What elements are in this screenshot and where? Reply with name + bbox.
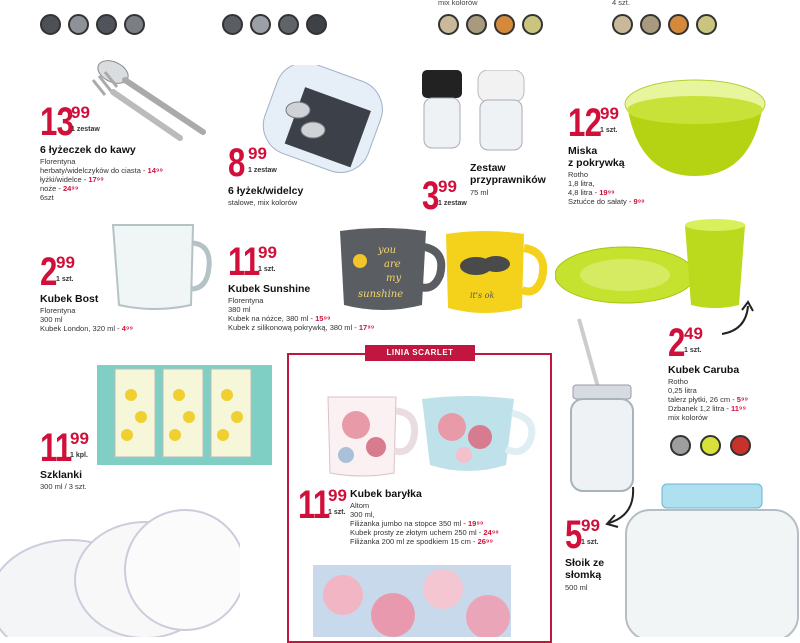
color-swatch (124, 14, 145, 35)
price-coffee-spoons: 13 99 1 zestaw (40, 100, 100, 144)
title-glasses: Szklanki (40, 469, 83, 481)
color-swatch (612, 14, 633, 35)
floral-mug-image (322, 393, 422, 478)
floral-tray-image (313, 565, 511, 637)
svg-text:are: are (384, 259, 401, 270)
price-mug-caruba: 2 49 1 szt. (668, 321, 703, 365)
details-straw-jar: 500 ml (565, 583, 588, 592)
color-swatch (668, 14, 689, 35)
svg-text:sunshine: sunshine (358, 289, 404, 300)
glass-mug-image (105, 215, 215, 315)
floral-cup-image (418, 393, 543, 478)
color-swatch (278, 14, 299, 35)
color-swatch (696, 14, 717, 35)
details-glasses: 300 ml / 3 szt. (40, 482, 87, 491)
title-spoons-forks: 6 łyżek/widelcy (228, 185, 304, 197)
plates-image (0, 490, 240, 637)
price-bowl: 12 99 1 szt. (568, 101, 619, 145)
color-swatch (96, 14, 117, 35)
details-shaker-set: 75 ml (470, 188, 489, 197)
title-bowl: Miska z pokrywką (568, 145, 625, 169)
cutlery-pack-image (258, 65, 393, 175)
title-mug-caruba: Kubek Caruba (668, 364, 740, 376)
color-swatch (306, 14, 327, 35)
mix-caption: mix kolorów (438, 0, 478, 7)
glasses-box-image (95, 355, 280, 470)
title-mug-bost: Kubek Bost (40, 293, 99, 305)
grey-mug-image (338, 225, 448, 315)
price-barrel-mug: 11 99 1 szt. (298, 483, 347, 527)
price-straw-jar: 5 99 1 szt. (565, 513, 600, 557)
color-swatch (700, 435, 721, 456)
color-swatch (438, 14, 459, 35)
title-coffee-spoons: 6 łyżeczek do kawy (40, 144, 136, 156)
title-shaker-set: Zestaw przyprawników (470, 162, 546, 186)
mug-text: you (378, 245, 397, 256)
color-swatch (494, 14, 515, 35)
price-mug-bost: 2 99 1 szt. (40, 250, 75, 294)
jar-straw-image (565, 315, 640, 495)
title-barrel-mug: Kubek baryłka (350, 488, 422, 500)
scarlet-label: LINIA SCARLET (365, 345, 475, 361)
color-swatch (250, 14, 271, 35)
yellow-mug-image (440, 228, 555, 318)
svg-text:my: my (386, 273, 402, 284)
price-mug-sunshine: 11 99 1 szt. (228, 240, 277, 284)
color-swatch (222, 14, 243, 35)
color-swatch (466, 14, 487, 35)
price-spoons-forks: 8 99 1 zestaw (228, 141, 277, 185)
price-glasses: 11 99 1 kpl. (40, 426, 89, 470)
title-straw-jar: Słoik ze słomką (565, 557, 605, 581)
svg-text:it's ok: it's ok (470, 291, 495, 300)
color-swatch (68, 14, 89, 35)
details-spoons-forks: stalowe, mix kolorów (228, 198, 298, 207)
shaker-set-image (412, 70, 532, 155)
color-swatch (730, 435, 751, 456)
color-swatch (40, 14, 61, 35)
title-mug-sunshine: Kubek Sunshine (228, 283, 311, 295)
green-bowl-image (620, 76, 770, 186)
big-jar-image (622, 480, 800, 637)
count-caption: 4 szt. (612, 0, 630, 7)
color-swatch (670, 435, 691, 456)
color-swatch (522, 14, 543, 35)
color-swatch (640, 14, 661, 35)
spoon-fork-image (85, 50, 215, 145)
price-shaker-set: 3 99 1 zestaw (422, 174, 467, 218)
arrow-icon (720, 300, 760, 340)
